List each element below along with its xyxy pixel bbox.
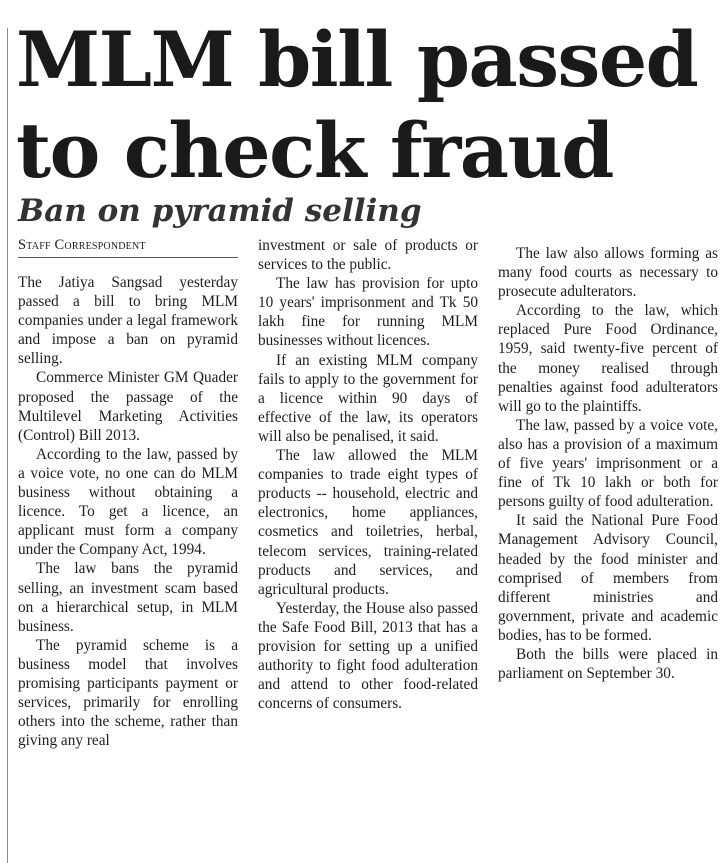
paragraph: If an existing MLM company fails to apply to the government for a licence within 90 days of effective of the law, its operators will also be penalised, it said. [258,351,478,445]
paragraph: investment or sale of products or services to the public. [258,237,478,274]
paragraph: The law bans the pyramid selling, an investment scam based on a hierarchical setup, in MLM business. [18,560,238,635]
article-column-2 [258,236,478,713]
paragraph: The Jatiya Sangsad yesterday passed a bill to bring MLM companies under a legal framework and impose a ban on pyramid selling. [18,274,238,368]
byline: Staff Correspondent [18,236,238,258]
paragraph: According to the law, which replaced Pure Food Ordinance, 1959, said twenty-five percent of the money realised through penalties against food adulterators will go to the plaintiffs. [498,302,718,415]
paragraph: The pyramid scheme is a business model that involves promising participants payment or services, primarily for enrolling others into the scheme, rather than giving any real [18,636,238,750]
paragraph: Commerce Minister GM Quader proposed the passage of the Multilevel Marketing Activities (Control) Bill 2013. [18,369,238,444]
headline-line-1: MLM bill passed [16,15,698,104]
paragraph: Yesterday, the House also passed the Safe Food Bill, 2013 that has a provision for setting up a unified authority to fight food adulteration and attend to other food-related concerns of consumers. [258,599,478,713]
article-column-3 [498,236,718,683]
subheadline: Ban on pyramid selling [18,193,422,229]
paragraph: The law allowed the MLM companies to trade eight types of products -- household, electric and electronics, home appliances, cosmetics and toiletries, herbal, telecom services, training-related products and services, and agricultural products. [258,447,478,598]
article-column-1 [18,236,238,750]
column-rule [7,28,8,863]
paragraph: The law has provision for upto 10 years' imprisonment and Tk 50 lakh fine for running MLM businesses without licences. [258,275,478,350]
paragraph: The law also allows forming as many food courts as necessary to prosecute adulterators. [498,245,718,301]
headline [16,14,697,196]
paragraph: According to the law, passed by a voice vote, no one can do MLM business without obtaining a licence. To get a licence, an applicant must form a company under the Company Act, 1994. [18,445,238,559]
paragraph: It said the National Pure Food Management Advisory Council, headed by the food minister and comprised of members from different ministries and government, private and academic bodies, has to be formed. [498,512,718,644]
headline-line-2: to check fraud [16,106,613,195]
paragraph: The law, passed by a voice vote, also has a provision of a maximum of five years' imprisonment or a fine of Tk 10 lakh or both for persons guilty of food adulteration. [498,416,718,511]
paragraph: Both the bills were placed in parliament on September 30. [498,645,718,683]
